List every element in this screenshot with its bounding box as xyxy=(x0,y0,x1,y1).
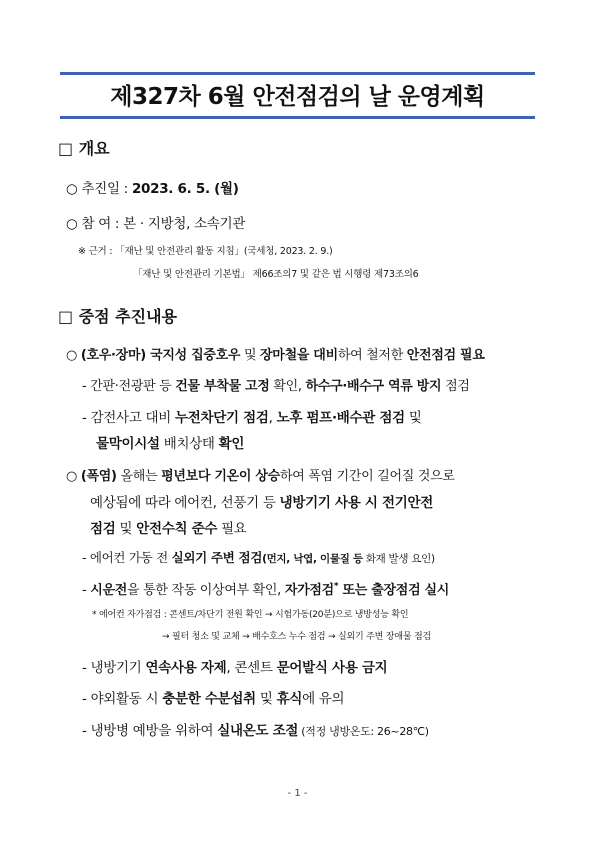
emphasis: 충분한 수분섭취 xyxy=(162,691,256,707)
emphasis: 휴식 xyxy=(276,691,303,707)
text: 을 통한 작동 이상여부 확인, xyxy=(127,583,285,598)
emphasis: 자가점검 xyxy=(284,583,334,598)
text: 필요 xyxy=(217,521,247,537)
bullet-monsoon xyxy=(66,344,485,363)
title-top-rule xyxy=(60,72,535,75)
footnote-mark: * xyxy=(333,581,339,592)
basis-prefix: ※ 근거 : xyxy=(78,246,113,257)
basis-line-2: 「재난 및 안전관리 기본법」 제66조의7 및 같은 법 시행령 제73조의6 xyxy=(133,269,419,280)
emphasis-small: (먼지, 낙엽, 이물질 등 xyxy=(262,553,363,565)
heatwave-detail-1 xyxy=(82,548,435,566)
emphasis: 안전점검 필요 xyxy=(406,348,485,363)
emphasis: 시운전 xyxy=(90,583,128,598)
text: 하여 폭염 기간이 길어질 것으로 xyxy=(279,469,455,484)
emphasis: 실외기 주변 점검 xyxy=(171,550,263,565)
monsoon-detail-2 xyxy=(82,406,422,426)
emphasis: 실내온도 조절 xyxy=(217,723,299,739)
text: 및 xyxy=(115,521,137,537)
text: 하여 철저한 xyxy=(337,348,407,363)
page-number: - 1 - xyxy=(287,788,308,799)
text: , 콘센트 xyxy=(226,660,277,676)
text: - 야외활동 시 xyxy=(82,691,163,707)
emphasis: 평년보다 기온이 상승 xyxy=(161,469,280,484)
monsoon-detail-2-cont xyxy=(96,432,244,452)
footnote-line-1: * 에어컨 자가점검 : 콘센트/차단기 전원 확인 → 시험가동(20분)으로 냉방성능 확인 xyxy=(92,610,409,620)
emphasis: 또는 출장점검 실시 xyxy=(338,583,450,598)
overview-heading: □ 개요 xyxy=(58,139,110,158)
heatwave-detail-5 xyxy=(82,719,429,739)
heatwave-detail-4 xyxy=(82,687,344,707)
heatwave-line-2 xyxy=(90,491,433,511)
emphasis: (호우·장마) 국지성 집중호우 xyxy=(80,348,241,363)
text: 올해는 xyxy=(116,469,162,484)
emphasis: 문어발식 사용 금지 xyxy=(276,660,388,676)
date-line xyxy=(66,177,239,197)
emphasis: 물막이시설 xyxy=(96,436,160,452)
date-label: ○ 추진일 : xyxy=(66,181,128,197)
text: 예상됨에 따라 에어컨, 선풍기 등 xyxy=(90,495,280,511)
text: , xyxy=(268,410,277,426)
basis-line-1 xyxy=(78,243,333,257)
text-small: (적정 냉방온도: 26~28℃) xyxy=(298,725,429,738)
footnote-line-2: → 필터 청소 및 교체 → 배수호스 누수 점검 → 실외기 주변 장애물 점검 xyxy=(162,632,431,642)
text: - 감전사고 대비 xyxy=(82,410,175,426)
text: 및 xyxy=(240,348,261,363)
bullet-marker: ○ xyxy=(66,348,81,363)
bullet-heatwave xyxy=(66,465,455,484)
emphasis: 건물 부착물 고정 xyxy=(175,379,270,394)
emphasis: 안전수칙 준수 xyxy=(136,521,218,537)
text: 및 xyxy=(255,691,277,707)
emphasis: 노후 펌프·배수관 점검 xyxy=(276,410,405,426)
text: 배치상태 xyxy=(159,436,219,452)
text: 에 유의 xyxy=(302,691,345,707)
emphasis: 장마철을 대비 xyxy=(260,348,338,363)
heatwave-detail-3 xyxy=(82,656,387,676)
heatwave-line-3 xyxy=(90,517,247,537)
emphasis: 누전차단기 점검 xyxy=(175,410,269,426)
text-small: 화재 발생 요인) xyxy=(362,553,435,565)
basis-text-1: 「재난 및 안전관리 활동 지침」(국세청, 2023. 2. 9.) xyxy=(115,246,333,257)
text: - xyxy=(82,583,91,598)
date-value: 2023. 6. 5. (월) xyxy=(131,181,239,197)
text: - 에어컨 가동 전 xyxy=(82,550,172,565)
text: 및 xyxy=(404,410,422,426)
text: - 냉방병 예방을 위하여 xyxy=(82,723,218,739)
text: - 간판·전광판 등 xyxy=(82,379,176,394)
emphasis: 연속사용 자제 xyxy=(145,660,227,676)
monsoon-detail-1 xyxy=(82,375,470,394)
emphasis: 하수구·배수구 역류 방지 xyxy=(305,379,442,394)
emphasis: 냉방기기 사용 시 전기안전 xyxy=(279,495,433,511)
participants-line: ○ 참 여 : 본 · 지방청, 소속기관 xyxy=(66,216,246,232)
text: - 냉방기기 xyxy=(82,660,146,676)
emphasis: (폭염) xyxy=(80,469,117,484)
text: 점검 xyxy=(441,379,470,394)
document-title: 제327차 6월 안전점검의 날 운영계획 xyxy=(110,84,485,110)
heatwave-detail-2 xyxy=(82,579,449,598)
title-bottom-rule xyxy=(60,116,535,119)
text: 확인, xyxy=(269,379,306,394)
emphasis: 점검 xyxy=(90,521,116,537)
main-heading: □ 중점 추진내용 xyxy=(58,307,177,326)
bullet-marker: ○ xyxy=(66,469,81,484)
emphasis: 확인 xyxy=(218,436,245,452)
